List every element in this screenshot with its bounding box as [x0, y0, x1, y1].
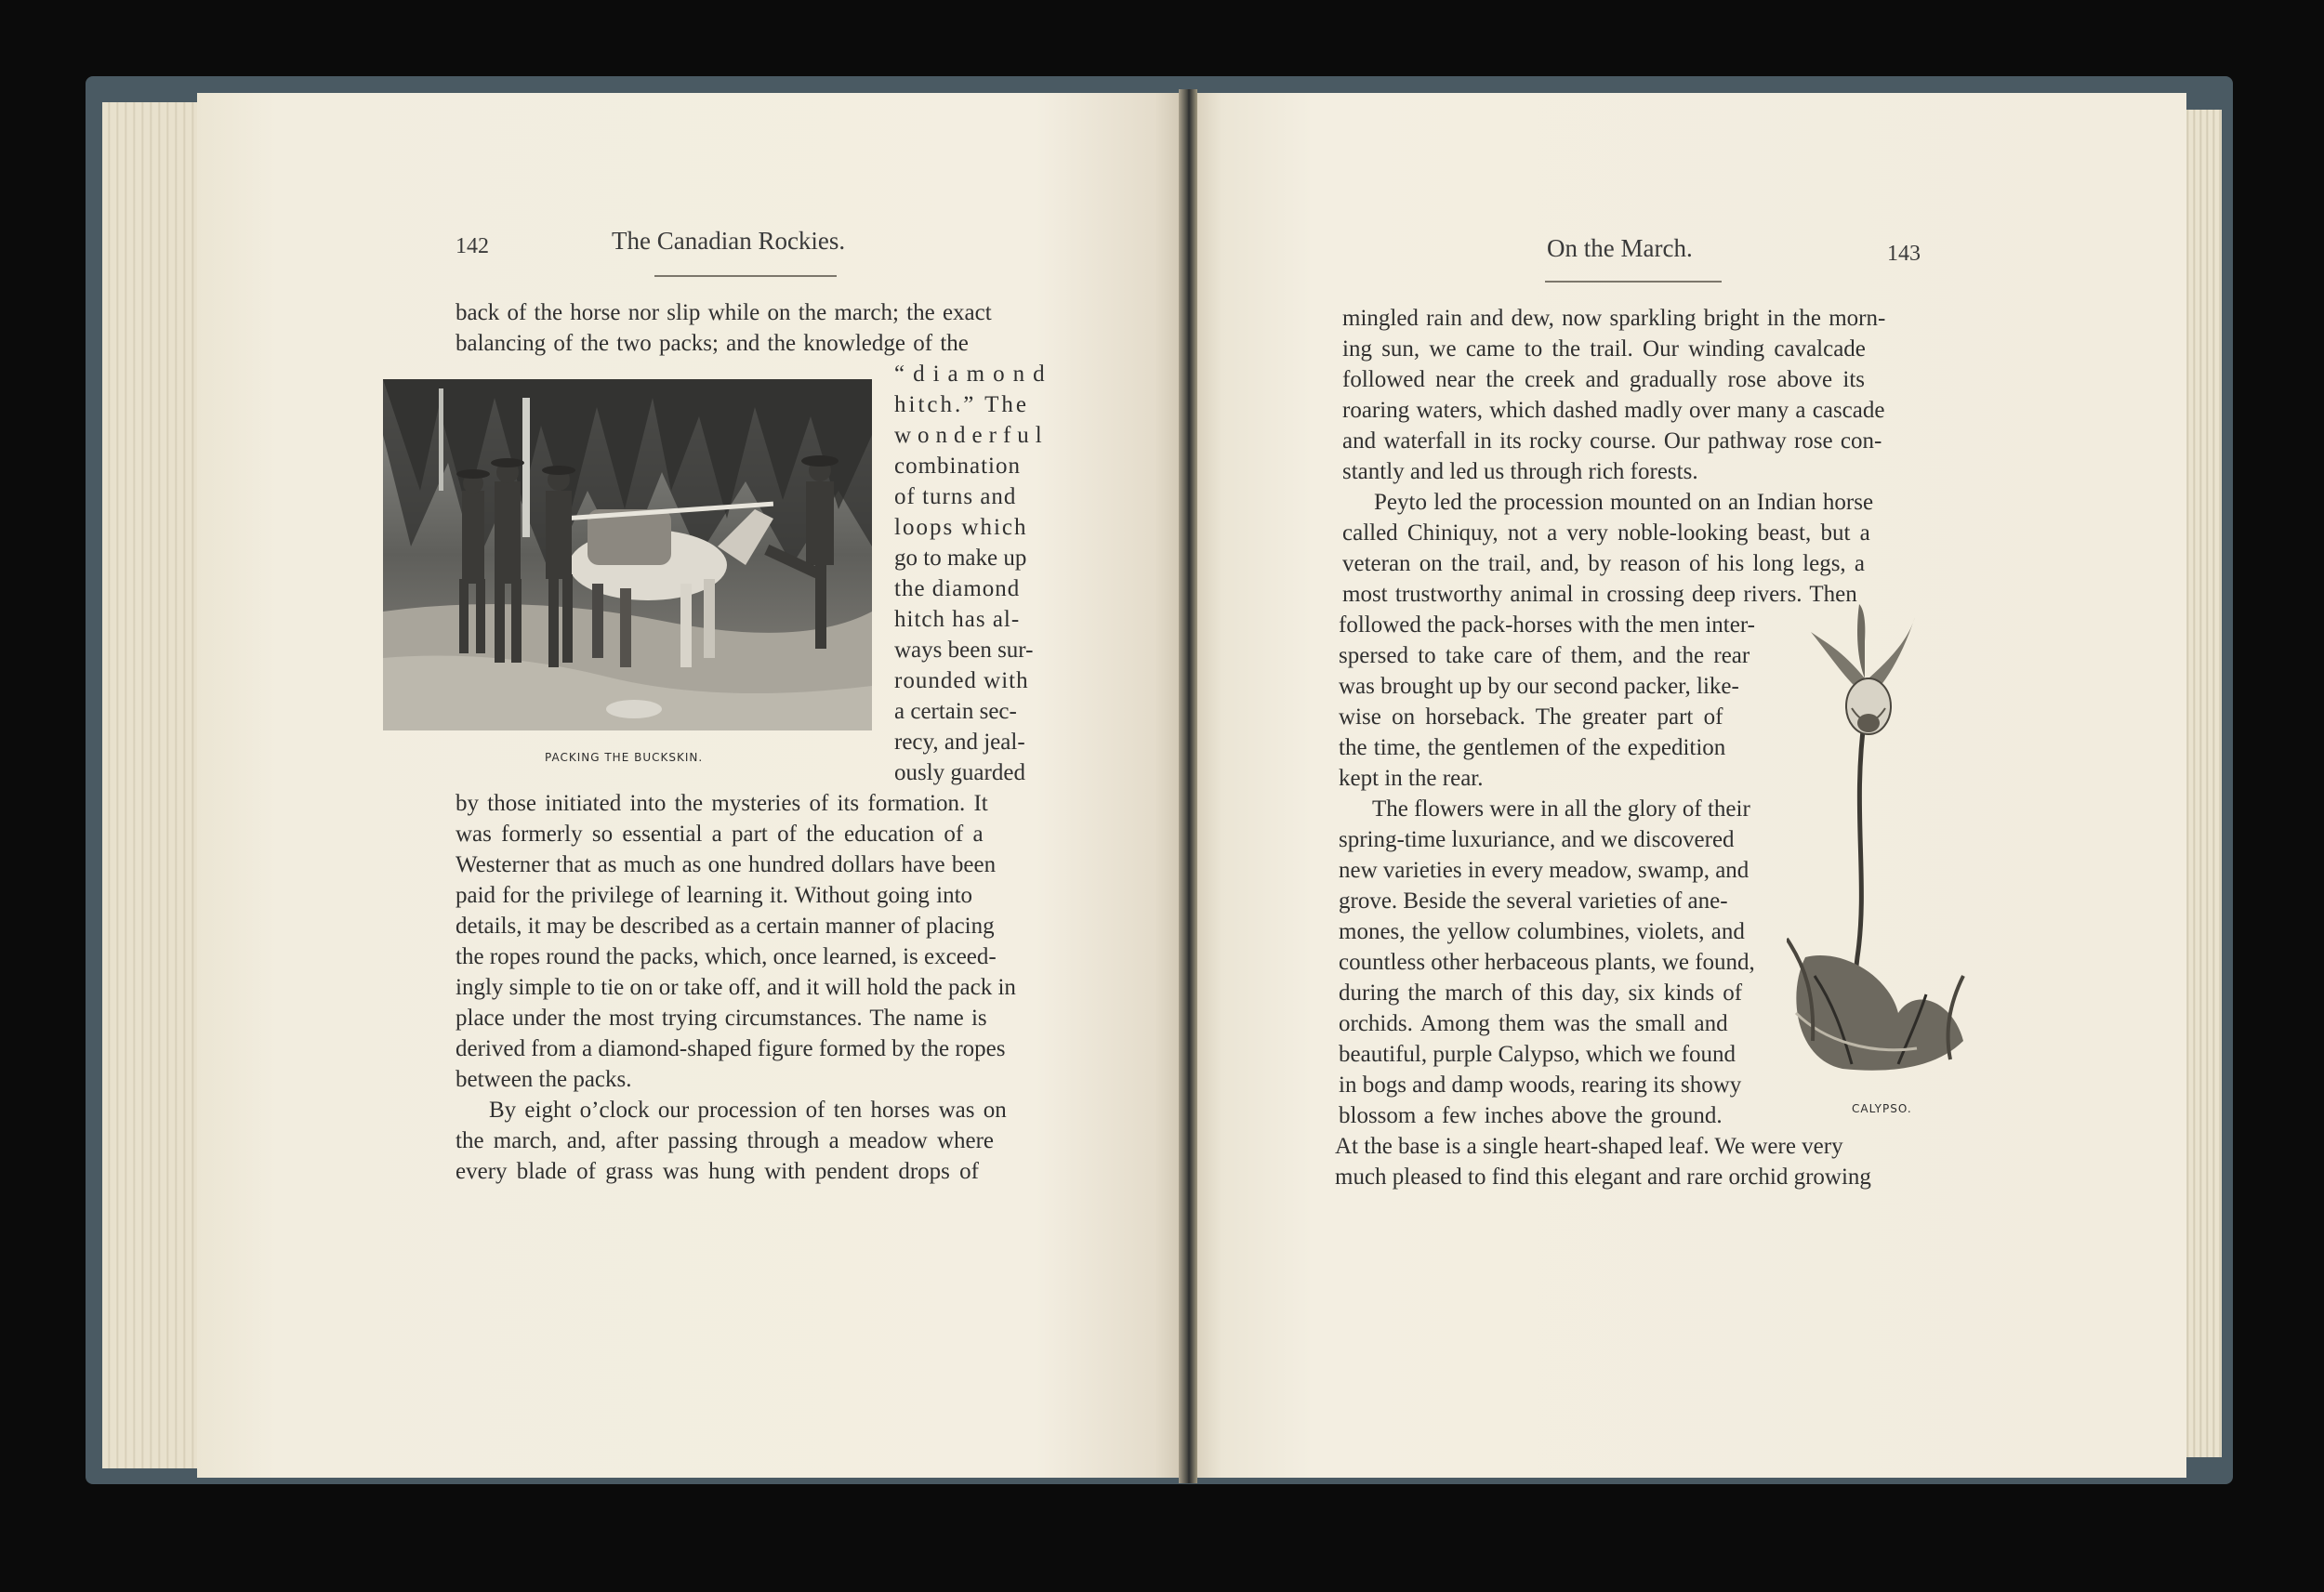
text-line: every blade of grass was hung with pendent drops of: [456, 1159, 979, 1184]
text-line: spersed to take care of them, and the rear: [1339, 643, 1750, 668]
text-line: between the packs.: [456, 1067, 632, 1092]
left-head-rule: [654, 275, 837, 277]
right-page-edges: [2183, 110, 2222, 1457]
text-line: back of the horse nor slip while on the march; the exact: [456, 300, 992, 325]
text-line: beautiful, purple Calypso, which we found: [1339, 1042, 1736, 1067]
text-line: countless other herbaceous plants, we found,: [1339, 950, 1755, 975]
text-line: Westerner that as much as one hundred dollars have been: [456, 852, 997, 877]
text-line: during the march of this day, six kinds of: [1339, 980, 1743, 1006]
text-line: of turns and: [894, 484, 1017, 509]
packing-photo: [383, 379, 872, 730]
text-line: in bogs and damp woods, rearing its showy: [1339, 1072, 1742, 1098]
packing-photo-caption: PACKING THE BUCKSKIN.: [545, 751, 704, 764]
text-line: The flowers were in all the glory of their: [1372, 796, 1750, 822]
text-line: kept in the rear.: [1339, 766, 1484, 791]
left-page-edges: [102, 102, 199, 1468]
text-line: by those initiated into the mysteries of its formation. It: [456, 791, 988, 816]
text-line: hitch has al-: [894, 607, 1021, 632]
text-line: “diamond: [894, 362, 1053, 387]
text-line: wise on horseback. The greater part of: [1339, 704, 1723, 730]
text-line: followed the pack-horses with the men inter-: [1339, 612, 1755, 638]
text-line: roaring waters, which dashed madly over many a cascade: [1342, 398, 1885, 423]
text-line: the ropes round the packs, which, once learned, is exceed-: [456, 944, 997, 969]
text-line: derived from a diamond-shaped figure formed by the ropes: [456, 1036, 1006, 1061]
text-line: mingled rain and dew, now sparkling bright in the morn-: [1342, 306, 1886, 331]
text-line: rounded with: [894, 668, 1029, 693]
text-line: and waterfall in its rocky course. Our pathway rose con-: [1342, 428, 1882, 454]
calypso-illustration: [1787, 604, 1973, 1087]
text-line: much pleased to find this elegant and rare orchid growing: [1335, 1164, 1871, 1190]
text-line: place under the most trying circumstances. The name is: [456, 1006, 987, 1031]
text-line: Peyto led the procession mounted on an Indian horse: [1374, 490, 1874, 515]
text-line: ingly simple to tie on or take off, and it will hold the pack in: [456, 975, 1016, 1000]
left-page-number: 142: [456, 234, 489, 258]
text-line: blossom a few inches above the ground.: [1339, 1103, 1723, 1128]
text-line: the march, and, after passing through a meadow where: [456, 1128, 995, 1153]
text-line: By eight o’clock our procession of ten horses was on: [489, 1098, 1007, 1123]
left-running-head: The Canadian Rockies.: [612, 227, 846, 255]
text-line: most trustworthy animal in crossing deep rivers. Then: [1342, 582, 1857, 607]
book-gutter: [1179, 89, 1197, 1483]
text-line: paid for the privilege of learning it. Without going into: [456, 883, 973, 908]
text-line: details, it may be described as a certain manner of placing: [456, 914, 995, 939]
text-line: was brought up by our second packer, like-: [1339, 674, 1739, 699]
text-line: At the base is a single heart-shaped leaf. We were very: [1335, 1134, 1843, 1159]
text-line: loops which: [894, 515, 1028, 540]
calypso-caption: CALYPSO.: [1852, 1102, 1912, 1115]
text-line: ously guarded: [894, 760, 1025, 785]
text-line: recy, and jeal-: [894, 730, 1025, 755]
text-line: a certain sec-: [894, 699, 1017, 724]
text-line: go to make up: [894, 546, 1027, 571]
text-line: combination: [894, 454, 1021, 479]
text-line: grove. Beside the several varieties of ane-: [1339, 888, 1728, 914]
text-line: hitch.” The: [894, 392, 1029, 417]
text-line: called Chiniquy, not a very noble-looking beast, but a: [1342, 520, 1870, 546]
text-line: wonderful: [894, 423, 1049, 448]
text-line: veteran on the trail, and, by reason of his long legs, a: [1342, 551, 1866, 576]
text-line: stantly and led us through rich forests.: [1342, 459, 1698, 484]
text-line: ing sun, we came to the trail. Our winding cavalcade: [1342, 336, 1866, 362]
text-line: orchids. Among them was the small and: [1339, 1011, 1728, 1036]
text-line: followed near the creek and gradually rose above its: [1342, 367, 1866, 392]
text-line: balancing of the two packs; and the knowledge of the: [456, 331, 969, 356]
text-line: spring-time luxuriance, and we discovered: [1339, 827, 1735, 852]
text-line: the diamond: [894, 576, 1021, 601]
text-line: new varieties in every meadow, swamp, and: [1339, 858, 1750, 883]
text-line: ways been sur-: [894, 638, 1034, 663]
right-head-rule: [1545, 281, 1722, 283]
text-line: was formerly so essential a part of the education of a: [456, 822, 984, 847]
right-page-number: 143: [1887, 242, 1921, 266]
text-line: mones, the yellow columbines, violets, and: [1339, 919, 1745, 944]
text-line: the time, the gentlemen of the expedition: [1339, 735, 1726, 760]
right-running-head: On the March.: [1547, 234, 1693, 262]
